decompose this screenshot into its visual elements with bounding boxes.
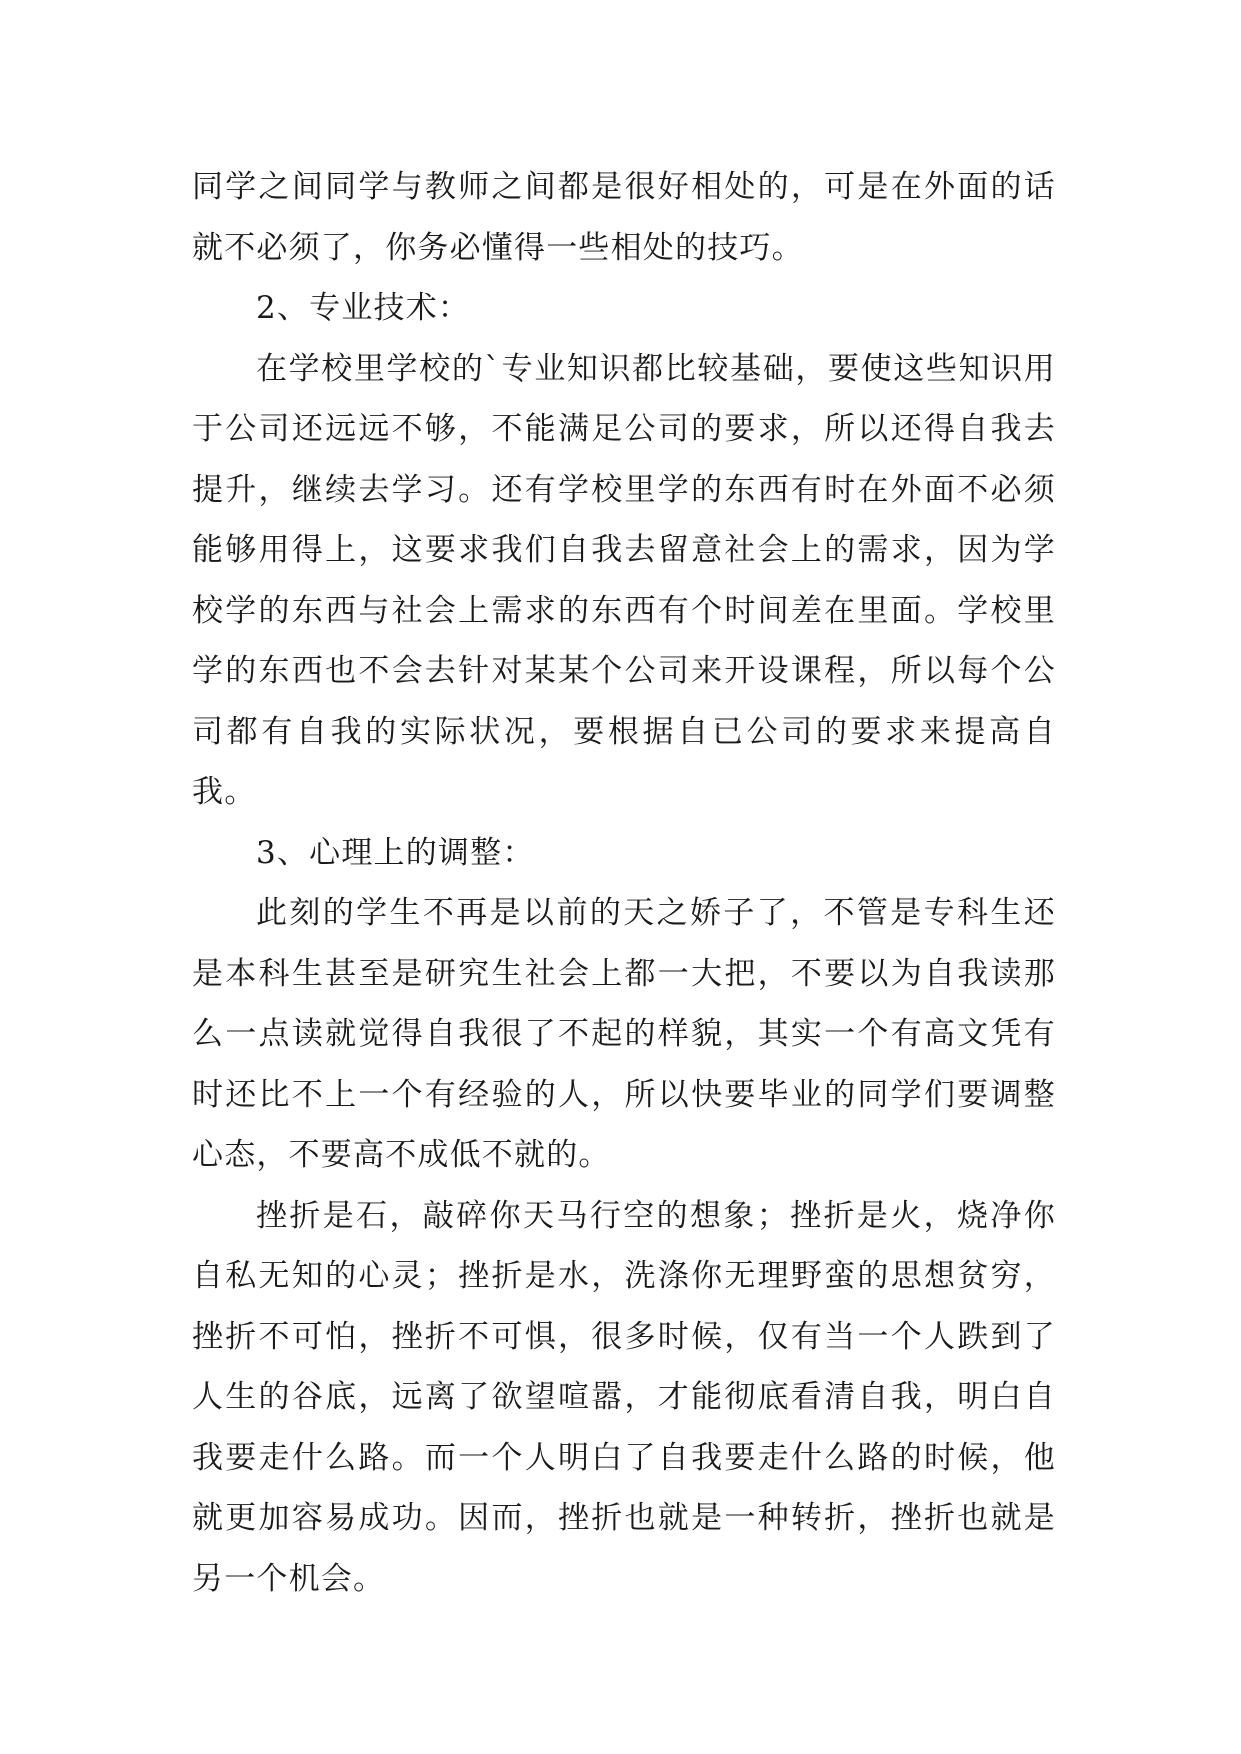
document-body xyxy=(192,157,1056,1609)
paragraph-3: 在学校里学校的`专业知识都比较基础，要使这些知识用于公司还远远不够，不能满足公司的要求，所以还得自我去提升，继续去学习。还有学校里学的东西有时在外面不必须能够用得上，这要求我们自我去留意社会上的需求，因为学校学的东西与社会上需求的东西有个时间差在里面。学校里学的东西也不会去针对某某个公司来开设课程，所以每个公司都有自我的实际状况，要根据自已公司的要求来提高自我。 xyxy=(192,350,1056,810)
paragraph-6: 挫折是石，敲碎你天马行空的想象；挫折是火，烧净你自私无知的心灵；挫折是水，洗涤你无理野蛮的思想贫穷，挫折不可怕，挫折不可惧，很多时候，仅有当一个人跌到了人生的谷底，远离了欲望喧嚣，才能彻底看清自我，明白自我要走什么路。而一个人明白了自我要走什么路的时候，他就更加容易成功。因而，挫折也就是一种转折，挫折也就是另一个机会。 xyxy=(192,1197,1056,1597)
paragraph-2-heading: 2、专业技术： xyxy=(256,290,471,326)
paragraph-4-heading: 3、心理上的调整： xyxy=(256,834,535,871)
paragraph-1: 同学之间同学与教师之间都是很好相处的，可是在外面的话就不必须了，你务必懂得一些相处的技巧。 xyxy=(192,169,1056,266)
paragraph-5: 此刻的学生不再是以前的天之娇子了，不管是专科生还是本科生甚至是研究生社会上都一大把，不要以为自我读那么一点读就觉得自我很了不起的样貌，其实一个有高文凭有时还比不上一个有经验的人，所以快要毕业的同学们要调整心态，不要高不成低不就的。 xyxy=(192,895,1056,1173)
